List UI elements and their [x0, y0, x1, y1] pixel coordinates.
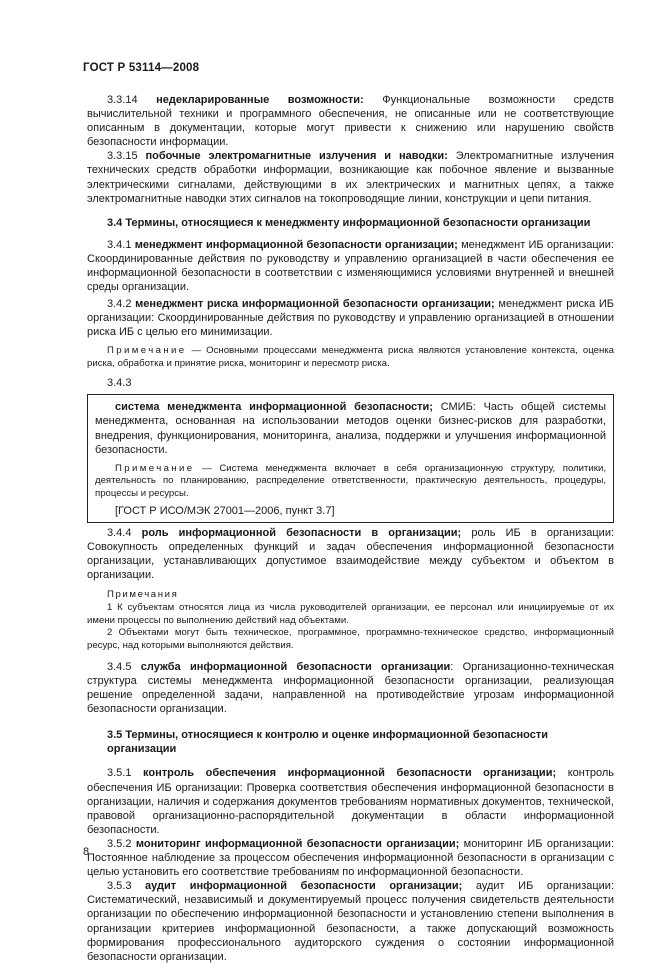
clause-3-4-2	[87, 297, 614, 339]
clause-term: контроль обеспечения информационной безопасности организации;	[143, 767, 557, 780]
section-heading-3-5: 3.5 Термины, относящиеся к контролю и оценке информационной безопасности организации	[107, 729, 549, 756]
clause-text: менеджмент ИБ организации: Скоординированные действия по руководству и управлению организацией в части обеспечения ее информационной безопасности в соответствии с изменяющимися условиями внутренней и внешней среды организации.	[87, 238, 614, 294]
clause-3-3-15	[87, 149, 614, 205]
note-3-4-2	[87, 345, 614, 370]
clause-text: Функциональные возможности средств вычислительной техники и программного обеспечения, не описанные или не соответствующие описанным в документации, которые могут привести к снижению или нарушению свойств безопасности информации.	[87, 94, 614, 149]
clause-text: менеджмент риска ИБ организации: Скоординированные действия по руководству и управлению организацией в отношении риска ИБ с целью его минимизации.	[87, 298, 615, 339]
clause-text: : Организационно-техническая структура системы менеджмента информационной безопасности организации, реализующая решение определенной задачи, направленной на противодействие угрозам информационной безопасности организации.	[87, 661, 614, 716]
clause-3-4-1	[87, 238, 614, 294]
note-item-2: 2 Объектами могут быть техническое, программное, программно-техническое средство, информационный ресурс, над которыми выполняются действия.	[87, 627, 614, 651]
clause-3-4-4	[87, 526, 614, 582]
clause-number: 3.4.4	[107, 527, 132, 539]
clause-number: 3.5.2	[107, 837, 132, 850]
clause-3-5-3	[87, 879, 614, 964]
clause-term: недекларированные возможности:	[156, 94, 364, 106]
clause-text: мониторинг ИБ организации: Постоянное наблюдение за процессом обеспечения информационной безопасности в организации с целью установить его соответствие требованиям по информационной безопасности.	[87, 837, 615, 879]
clause-3-3-14	[87, 93, 614, 149]
clause-text: СМИБ: Часть общей системы менеджмента, основанная на использовании методов оценки бизнес-рисков для разработки, внедрения, функционирования, мониторинга, анализа, поддержки и улучшения информационной безопасности.	[95, 401, 606, 456]
note-label: Примечание	[115, 462, 195, 474]
clause-number: 3.3.15	[107, 150, 138, 163]
clause-term: мониторинг информационной безопасности организации;	[135, 837, 460, 850]
source-reference: [ГОСТ Р ИСО/МЭК 27001—2006, пункт 3.7]	[115, 504, 335, 517]
note-text: — Основными процессами менеджмента риска являются установление контекста, оценка риска, обработка и принятие риска, мониторинг и пересмотр риска.	[87, 345, 614, 369]
clause-term: побочные электромагнитные излучения и наводки:	[145, 150, 448, 163]
document-body	[87, 93, 614, 964]
clause-number: 3.4.2	[107, 298, 132, 311]
quoted-definition-box	[87, 394, 614, 523]
note-item-1: 1 К субъектам относятся лица из числа руководителей организации, ее персонал или инициируемые от их имени процессы по выполнению действий над объектами.	[87, 602, 614, 626]
note-label: Примечание	[107, 345, 187, 357]
clause-number-3-4-3: 3.4.3	[107, 377, 132, 390]
clause-text: контроль обеспечения ИБ организации: Проверка соответствия обеспечения информационной безопасности в организации, наличия и содержания документов требованиям нормативных документов, технической, правовой организационно-распорядительной документации в области информационной безопасности.	[87, 767, 614, 836]
clause-3-5-1	[87, 766, 614, 836]
clause-term: служба информационной безопасности организации	[140, 661, 451, 674]
note-text: — Система менеджмента включает в себя организационную структуру, политики, деятельность по планированию, распределение ответственности, практическую деятельность, процедуры, процессы и ресурсы.	[95, 462, 607, 499]
clause-term: роль информационной безопасности в организации;	[141, 527, 462, 539]
clause-term: менеджмент риска информационной безопасности организации;	[135, 298, 495, 311]
clause-text: аудит ИБ организации: Систематический, независимый и документируемый процесс получения свидетельств деятельности организации по обеспечению информационной безопасности и установлению степени выполнения в организации критериев информационной безопасности, а также допускающий возможность формирования профессионального аудиторского суждения о состоянии информационной безопасности организации.	[87, 880, 614, 963]
clause-number: 3.3.14	[107, 94, 138, 106]
clause-number: 3.5.1	[107, 767, 132, 780]
note-3-4-3	[95, 463, 606, 500]
clause-text: роль ИБ в организации: Совокупность определенных функций и задач обеспечения информационной безопасности организации, устанавливающих допустимое взаимодействие между субъектом и объектом в организации.	[87, 527, 615, 582]
clause-number: 3.4.1	[107, 238, 132, 251]
clause-3-4-3	[95, 400, 606, 456]
clause-3-4-5	[87, 660, 614, 716]
clause-number: 3.5.3	[107, 880, 132, 893]
clause-text: Электромагнитные излучения технических средств обработки информации, возникающие как побочное явление и вызванные электрическими сигналами, действующими в их электрических и магнитных цепях, а также электромагнитные наводки этих сигналов на токопроводящие линии, конструкции и цепи питания.	[87, 150, 614, 205]
standard-header: ГОСТ Р 53114—2008	[83, 62, 200, 74]
clause-number: 3.4.5	[107, 661, 132, 674]
clause-term: менеджмент информационной безопасности организации;	[134, 238, 458, 251]
clause-term: аудит информационной безопасности организации;	[145, 880, 463, 893]
page-number: 8	[83, 846, 90, 858]
notes-title: Примечания	[107, 589, 179, 601]
clause-term: система менеджмента информационной безопасности;	[115, 401, 433, 414]
clause-3-5-2	[87, 837, 614, 879]
section-heading-3-4: 3.4 Термины, относящиеся к менеджменту информационной безопасности организации	[107, 216, 591, 229]
